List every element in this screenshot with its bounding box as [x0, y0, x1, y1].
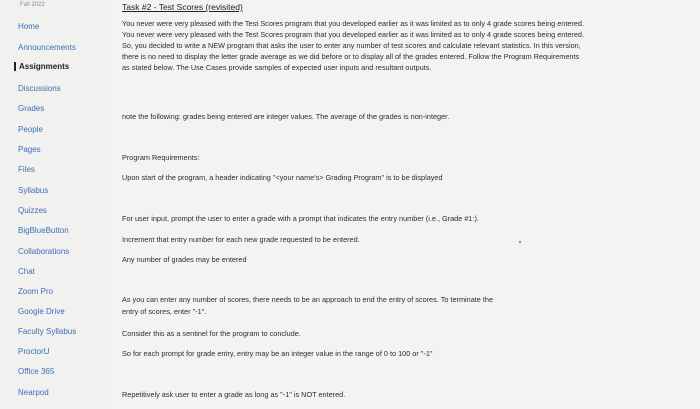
assignment-intro: You never were very pleased with the Test Scores program that you developed earlier as it was limited as to only 4 grade scores being entered. You never were very pleased with the Test Scores program that you developed earlier as it was limited as to only 4 grade scores being entered. So, you decided to write a NEW program that asks the user to enter any number of test scores and calculate relevant statistics. In this version, there is no need to display the letter grade average as we did before or to display all of the grades entered. Follow the Program Requirements as stated below. The Use Cases provide samples of expected user inputs and resultant outputs.: [122, 19, 584, 72]
assignment-note: note the following: grades being entered are integer values. The average of the grades is non-integer.: [122, 112, 450, 121]
requirement-range: So for each prompt for grade entry, entry may be an integer value in the range of 0 to 100 or "-1": [122, 349, 433, 358]
sidebar-item-chat[interactable]: Chat: [18, 267, 35, 276]
requirement-sentinel-line-2: entry of scores, enter "-1".: [122, 307, 207, 316]
sidebar-item-home[interactable]: Home: [18, 22, 40, 31]
sidebar-item-faculty-syllabus[interactable]: Faculty Syllabus: [18, 327, 77, 336]
sidebar-item-proctoru[interactable]: ProctorU: [18, 347, 50, 356]
sidebar-item-files[interactable]: Files: [18, 165, 35, 174]
assignment-title: Task #2 - Test Scores (revisited): [122, 2, 243, 12]
term-label: Fall 2022: [20, 2, 45, 8]
sidebar-item-zoom-pro[interactable]: Zoom Pro: [18, 287, 54, 296]
sidebar-item-people[interactable]: People: [18, 125, 43, 134]
sidebar-item-syllabus[interactable]: Syllabus: [18, 186, 49, 195]
sidebar-item-discussions[interactable]: Discussions: [18, 84, 61, 93]
sidebar-item-quizzes[interactable]: Quizzes: [18, 206, 47, 215]
sidebar-item-grades[interactable]: Grades: [18, 104, 45, 113]
requirement-prompt: For user input, prompt the user to enter a grade with a prompt that indicates the entry number (i.e., Grade #1:).: [122, 214, 479, 223]
requirement-any-number: Any number of grades may be entered: [122, 255, 247, 264]
requirement-header: Upon start of the program, a header indicating "<your name's> Grading Program" is to be displayed: [122, 173, 443, 182]
sidebar-item-office-365[interactable]: Office 365: [18, 367, 55, 376]
sidebar-item-announcements[interactable]: Announcements: [18, 43, 76, 52]
sidebar-item-assignments[interactable]: Assignments: [14, 62, 69, 71]
sidebar-item-nearpod[interactable]: Nearpod: [18, 388, 49, 397]
requirements-heading: Program Requirements:: [122, 153, 200, 162]
sidebar-item-bigbluebutton[interactable]: BigBlueButton: [18, 226, 69, 235]
course-nav-sidebar: [0, 0, 106, 409]
requirement-increment: Increment that entry number for each new grade requested to be entered.: [122, 235, 360, 244]
requirement-consider: Consider this as a sentinel for the program to conclude.: [122, 329, 301, 338]
assignment-content: [106, 0, 700, 409]
requirement-sentinel-line-1: As you can enter any number of scores, there needs to be an approach to end the entry of scores. To terminate the: [122, 295, 494, 304]
sidebar-item-google-drive[interactable]: Google Drive: [18, 307, 65, 316]
sidebar-item-pages[interactable]: Pages: [18, 145, 41, 154]
requirement-repeat: Repetitively ask user to enter a grade as long as "-1" is NOT entered.: [122, 390, 346, 399]
sidebar-item-collaborations[interactable]: Collaborations: [18, 247, 70, 256]
stray-dot: [519, 241, 521, 243]
